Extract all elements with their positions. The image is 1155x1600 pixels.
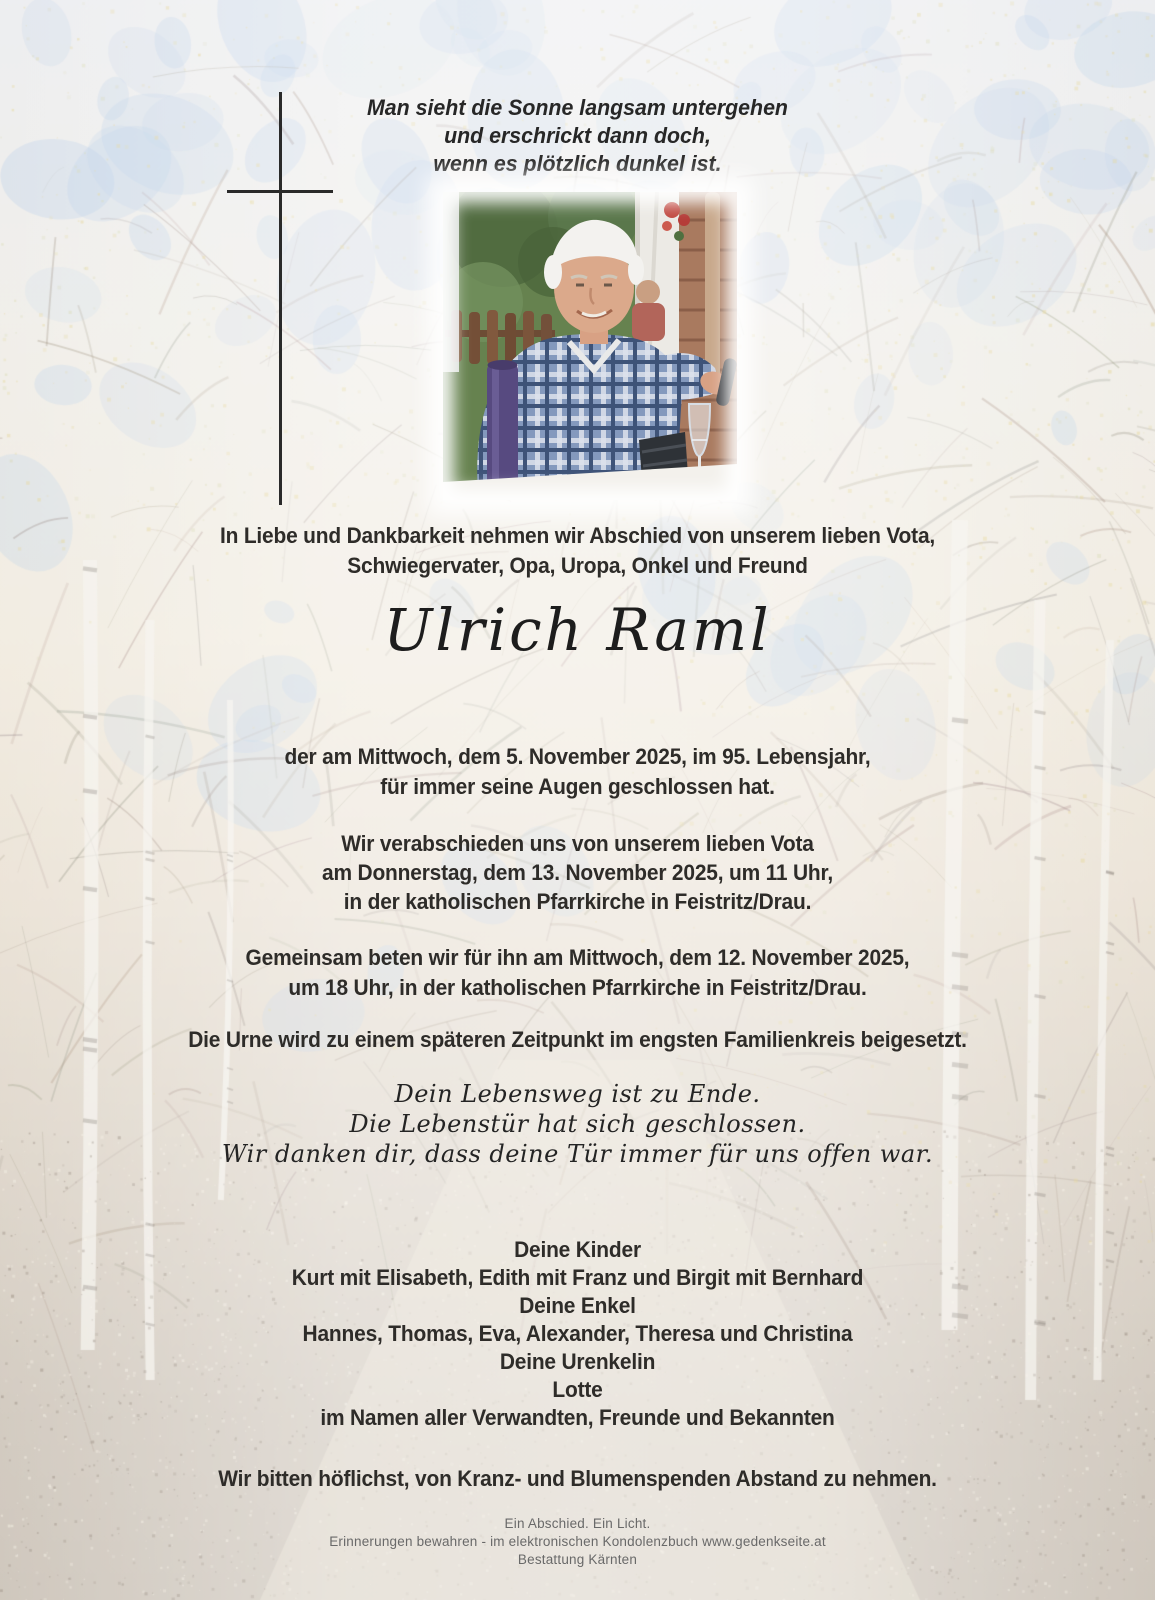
farewell-intro bbox=[40, 521, 1114, 581]
poem-line: Dein Lebensweg ist zu Ende. bbox=[394, 1080, 761, 1108]
portrait-photo bbox=[443, 192, 737, 500]
farewell-line: in der katholischen Pfarrkirche in Feistritz/Drau. bbox=[343, 889, 812, 914]
motto-line: und erschrickt dann doch, bbox=[444, 123, 711, 148]
urn-notice: Die Urne wird zu einem späteren Zeitpunkt im engsten Familienkreis beigesetzt. bbox=[188, 1027, 967, 1052]
curtain bbox=[443, 192, 459, 372]
poem-line: Wir danken dir, dass deine Tür immer für uns offen war. bbox=[221, 1140, 934, 1168]
footer-notice bbox=[0, 1515, 1155, 1569]
family-line: im Namen aller Verwandten, Freunde und Bekannten bbox=[320, 1405, 835, 1430]
prayer-info bbox=[40, 943, 1114, 1003]
death-info bbox=[40, 742, 1114, 802]
death-info-line: für immer seine Augen geschlossen hat. bbox=[380, 774, 775, 799]
death-info-line: der am Mittwoch, dem 5. November 2025, im 95. Lebensjahr, bbox=[284, 744, 871, 769]
family-line: Kurt mit Elisabeth, Edith mit Franz und Birgit mit Bernhard bbox=[291, 1265, 864, 1290]
farewell-line: Wir verabschieden uns von unserem lieben Vota bbox=[341, 831, 814, 856]
footer-line: Bestattung Kärnten bbox=[517, 1552, 638, 1567]
motto-line: Man sieht die Sonne langsam untergehen bbox=[367, 95, 788, 120]
stone-pillar bbox=[679, 192, 737, 500]
portrait-illustration bbox=[443, 192, 737, 500]
motto-verse bbox=[17, 94, 1137, 178]
footer-line: Erinnerungen bewahren - im elektronischen Kondolenzbuch www.gedenkseite.at bbox=[329, 1534, 826, 1549]
family-line: Hannes, Thomas, Eva, Alexander, Theresa und Christina bbox=[302, 1321, 853, 1346]
motto-line: wenn es plötzlich dunkel ist. bbox=[433, 151, 722, 176]
intro-line: In Liebe und Dankbarkeit nehmen wir Abschied von unserem lieben Vota, bbox=[219, 523, 936, 548]
footer-line: Ein Abschied. Ein Licht. bbox=[504, 1516, 651, 1531]
prayer-line: Gemeinsam beten wir für ihn am Mittwoch, dem 12. November 2025, bbox=[245, 945, 910, 970]
family-line: Deine Enkel bbox=[519, 1293, 636, 1318]
prayer-line: um 18 Uhr, in der katholischen Pfarrkirche in Feistritz/Drau. bbox=[288, 975, 867, 1000]
family-line: Lotte bbox=[552, 1377, 603, 1402]
memorial-cross-bar bbox=[227, 190, 333, 193]
flowers-request: Wir bitten höflichst, von Kranz- und Blumenspenden Abstand zu nehmen. bbox=[218, 1466, 937, 1491]
family-line: Deine Urenkelin bbox=[499, 1349, 656, 1374]
family-line: Deine Kinder bbox=[514, 1237, 641, 1262]
memorial-poem bbox=[0, 1079, 1155, 1169]
deceased-name: Ulrich Raml bbox=[383, 596, 772, 664]
poem-line: Die Lebenstür hat sich geschlossen. bbox=[349, 1110, 806, 1138]
mourning-family-list bbox=[40, 1236, 1114, 1432]
farewell-line: am Donnerstag, dem 13. November 2025, um 11 Uhr, bbox=[322, 860, 833, 885]
farewell-service-info bbox=[40, 829, 1114, 916]
intro-line: Schwiegervater, Opa, Uropa, Onkel und Freund bbox=[347, 553, 808, 578]
